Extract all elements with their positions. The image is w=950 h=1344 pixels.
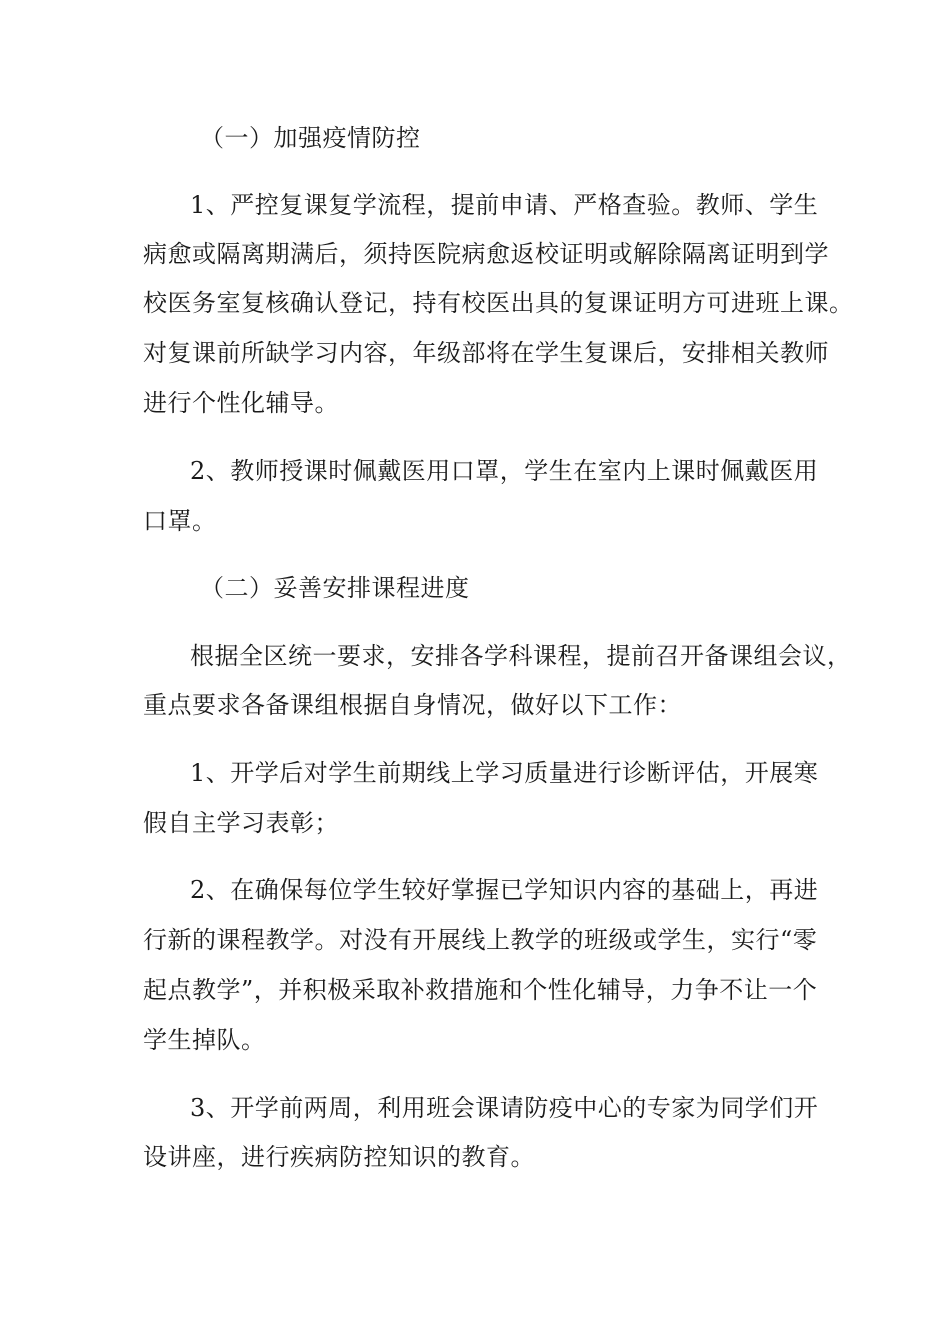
paragraph-line: 进行个性化辅导。	[143, 389, 339, 417]
paragraph-line: 行新的课程教学。对没有开展线上教学的班级或学生，实行“零	[143, 926, 818, 954]
paragraph-line: 起点教学”，并积极采取补救措施和个性化辅导，力争不让一个	[143, 976, 818, 1004]
paragraph-line: 设讲座，进行疾病防控知识的教育。	[143, 1143, 535, 1171]
paragraph-line: 假自主学习表彰；	[143, 809, 339, 837]
section-heading-1: （一）加强疫情防控	[200, 124, 421, 152]
paragraph-line: 1、开学后对学生前期线上学习质量进行诊断评估，开展寒	[190, 759, 819, 787]
section-heading-2: （二）妥善安排课程进度	[200, 574, 470, 602]
paragraph-line: 3、开学前两周，利用班会课请防疫中心的专家为同学们开	[190, 1094, 819, 1122]
paragraph-line: 对复课前所缺学习内容，年级部将在学生复课后，安排相关教师	[143, 339, 829, 367]
paragraph-line: 病愈或隔离期满后，须持医院病愈返校证明或解除隔离证明到学	[143, 240, 829, 268]
paragraph-line: 学生掉队。	[143, 1026, 266, 1054]
paragraph-line: 1、严控复课复学流程，提前申请、严格查验。教师、学生	[190, 191, 819, 219]
paragraph-line: 2、在确保每位学生较好掌握已学知识内容的基础上，再进	[190, 876, 819, 904]
paragraph-line: 重点要求各备课组根据自身情况，做好以下工作：	[143, 691, 682, 719]
paragraph-line: 校医务室复核确认登记，持有校医出具的复课证明方可进班上课。	[143, 289, 854, 317]
paragraph-line: 根据全区统一要求，安排各学科课程，提前召开备课组会议，	[190, 642, 852, 670]
paragraph-line: 2、教师授课时佩戴医用口罩，学生在室内上课时佩戴医用	[190, 457, 819, 485]
paragraph-line: 口罩。	[143, 507, 217, 535]
